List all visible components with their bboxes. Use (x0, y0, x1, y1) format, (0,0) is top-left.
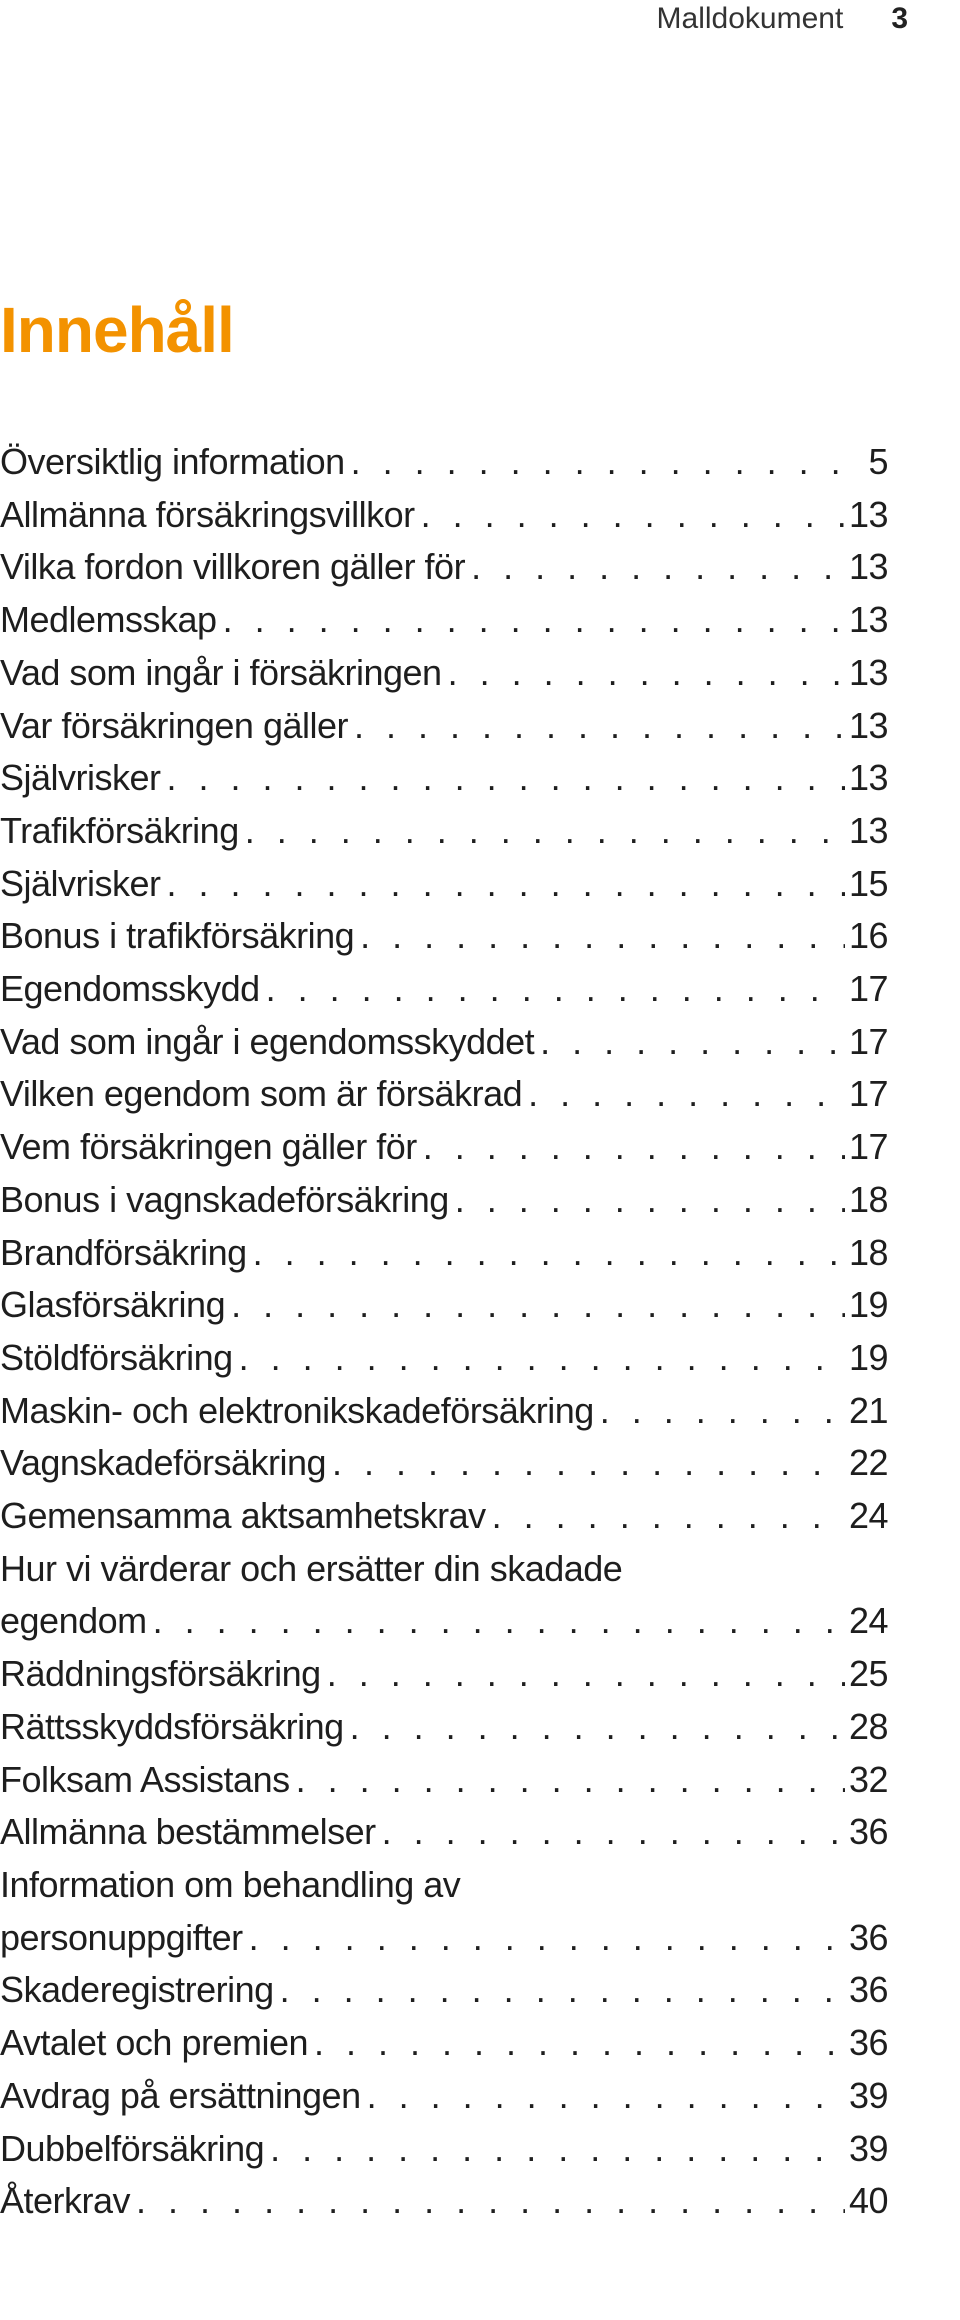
toc-entry-page: 22 (848, 1442, 888, 1484)
toc-entry-title: Skaderegistrering (0, 1969, 274, 2011)
toc-entry[interactable] (0, 700, 888, 753)
toc-entry-page: 21 (848, 1389, 888, 1431)
dot-leader (239, 1332, 845, 1385)
toc-entry-title: Självrisker (0, 862, 161, 904)
toc-entry-page: 39 (848, 2074, 888, 2116)
dot-leader (223, 594, 845, 647)
dot-leader (253, 1227, 845, 1280)
toc-entry-page: 16 (848, 915, 888, 957)
toc-entry-title: Dubbelförsäkring (0, 2127, 265, 2169)
toc-entry[interactable] (0, 2123, 888, 2176)
toc-entry[interactable] (0, 963, 888, 1016)
dot-leader (153, 1595, 845, 1648)
dot-leader (421, 489, 845, 542)
toc-entry-page: 13 (848, 809, 888, 851)
toc-entry[interactable] (0, 752, 888, 805)
toc-entry-title: Folksam Assistans (0, 1758, 290, 1800)
dot-leader (249, 1912, 845, 1965)
toc-entry-title: Var försäkringen gäller (0, 704, 349, 746)
toc-entry-title: Vad som ingår i egendomsskyddet (0, 1020, 535, 1062)
dot-leader (270, 2123, 845, 2176)
toc-entry-page: 17 (848, 968, 888, 1010)
toc-entry[interactable] (0, 1701, 888, 1754)
dot-leader (314, 2017, 845, 2070)
toc-entry-page: 13 (848, 704, 888, 746)
toc-entry[interactable] (0, 1964, 888, 2017)
toc-entry[interactable] (0, 647, 888, 700)
toc-entry-title: Återkrav (0, 2180, 131, 2222)
dot-leader (455, 1174, 845, 1227)
toc-entry-page: 19 (848, 1336, 888, 1378)
dot-leader (382, 1806, 845, 1859)
toc-entry[interactable] (0, 1279, 888, 1332)
dot-leader (528, 1068, 845, 1121)
toc-entry-title: Vem försäkringen gäller för (0, 1126, 417, 1168)
toc-entry-title: Medlemsskap (0, 599, 217, 641)
dot-leader (327, 1648, 845, 1701)
toc-entry-title: Vilka fordon villkoren gäller för (0, 546, 466, 588)
toc-entry[interactable] (0, 1068, 888, 1121)
toc-entry[interactable] (0, 2175, 888, 2228)
toc-entry-page: 18 (848, 1231, 888, 1273)
dot-leader (296, 1754, 845, 1807)
toc-entry[interactable] (0, 1859, 888, 1964)
toc-entry-title: Självrisker (0, 757, 161, 799)
toc-entry-page: 13 (848, 599, 888, 641)
toc-entry-title-line: Hur vi värderar och ersätter din skadade (0, 1547, 623, 1589)
toc-entry[interactable] (0, 1754, 888, 1807)
toc-entry-page: 13 (848, 757, 888, 799)
toc-entry-page: 18 (848, 1178, 888, 1220)
toc-entry-page: 24 (848, 1495, 888, 1537)
dot-leader (167, 752, 845, 805)
dot-leader (448, 647, 845, 700)
toc-entry-page: 36 (848, 1811, 888, 1853)
toc-entry-title: Vilken egendom som är försäkrad (0, 1073, 523, 1115)
page-number: 3 (891, 2, 908, 35)
toc-entry-page: 19 (848, 1284, 888, 1326)
toc-entry-title: Avdrag på ersättningen (0, 2074, 361, 2116)
toc-entry-title: Gemensamma aktsamhetskrav (0, 1495, 486, 1537)
toc-entry-title: Brandförsäkring (0, 1231, 247, 1273)
toc-entry-title: Vad som ingår i försäkringen (0, 651, 442, 693)
dot-leader (245, 805, 845, 858)
toc-entry-title: Räddningsförsäkring (0, 1653, 321, 1695)
document-title: Malldokument (656, 2, 844, 35)
toc-entry-title: Allmänna försäkringsvillkor (0, 493, 415, 535)
toc-entry[interactable] (0, 805, 888, 858)
toc-entry-page: 39 (848, 2127, 888, 2169)
toc-entry-page: 24 (848, 1600, 888, 1642)
toc-entry-page: 28 (848, 1705, 888, 1747)
toc-entry-page: 15 (848, 862, 888, 904)
dot-leader (423, 1121, 845, 1174)
toc-entry-title: Bonus i vagnskadeförsäkring (0, 1178, 449, 1220)
toc-entry-page: 13 (848, 493, 888, 535)
toc-entry[interactable] (0, 436, 888, 489)
toc-entry[interactable] (0, 1121, 888, 1174)
toc-entry[interactable] (0, 2070, 888, 2123)
dot-leader (367, 2070, 845, 2123)
toc-entry-title: Maskin- och elektronikskadeförsäkring (0, 1389, 594, 1431)
toc-entry[interactable] (0, 1490, 888, 1543)
dot-leader (136, 2175, 845, 2228)
toc-entry-page: 13 (848, 546, 888, 588)
toc-entry-title-line: Information om behandling av (0, 1863, 461, 1905)
toc-entry[interactable] (0, 858, 888, 911)
running-header (657, 0, 908, 38)
toc-entry-page: 25 (848, 1653, 888, 1695)
toc-entry-title: Trafikförsäkring (0, 809, 239, 851)
toc-entry-page: 40 (848, 2180, 888, 2222)
toc-entry[interactable] (0, 489, 888, 542)
toc-entry-page: 36 (848, 1916, 888, 1958)
toc-entry-title: Översiktlig information (0, 441, 345, 482)
toc-entry-page: 17 (848, 1126, 888, 1168)
dot-leader (351, 436, 865, 489)
toc-entry-title: Rättsskyddsförsäkring (0, 1705, 344, 1747)
dot-leader (471, 541, 845, 594)
toc-entry[interactable] (0, 1543, 888, 1648)
dot-leader (354, 700, 845, 753)
toc-entry[interactable] (0, 1174, 888, 1227)
toc-entry[interactable] (0, 1227, 888, 1280)
toc-entry[interactable] (0, 1332, 888, 1385)
toc-entry[interactable] (0, 1385, 888, 1438)
toc-heading: Innehåll (0, 294, 234, 366)
toc-entry-title: Vagnskadeförsäkring (0, 1442, 327, 1484)
toc-entry-page: 36 (848, 2022, 888, 2064)
toc-entry-title: Stöldförsäkring (0, 1336, 233, 1378)
toc-entry-title: Allmänna bestämmelser (0, 1811, 376, 1853)
toc-entry[interactable] (0, 1016, 888, 1069)
toc-entry[interactable] (0, 1437, 888, 1490)
dot-leader (266, 963, 845, 1016)
toc-entry-page: 17 (848, 1073, 888, 1115)
dot-leader (231, 1279, 845, 1332)
table-of-contents (0, 436, 888, 2228)
toc-entry-page: 32 (848, 1758, 888, 1800)
toc-entry[interactable] (0, 910, 888, 963)
toc-entry-page: 5 (868, 441, 888, 482)
toc-entry[interactable] (0, 541, 888, 594)
dot-leader (332, 1437, 845, 1490)
dot-leader (492, 1490, 845, 1543)
toc-entry-title: Bonus i trafikförsäkring (0, 915, 355, 957)
dot-leader (280, 1964, 845, 2017)
dot-leader (540, 1016, 845, 1069)
toc-entry[interactable] (0, 2017, 888, 2070)
toc-entry[interactable] (0, 1648, 888, 1701)
toc-entry-page: 36 (848, 1969, 888, 2011)
toc-entry[interactable] (0, 594, 888, 647)
dot-leader (360, 910, 845, 963)
toc-entry-title: egendom (0, 1600, 147, 1642)
toc-entry-title: Egendomsskydd (0, 968, 260, 1010)
toc-entry-page: 13 (848, 651, 888, 693)
dot-leader (350, 1701, 845, 1754)
dot-leader (167, 858, 845, 911)
toc-entry-page: 17 (848, 1020, 888, 1062)
toc-entry[interactable] (0, 1806, 888, 1859)
toc-entry-title: personuppgifter (0, 1916, 243, 1958)
toc-entry-title: Avtalet och premien (0, 2022, 309, 2064)
dot-leader (600, 1385, 845, 1438)
toc-entry-title: Glasförsäkring (0, 1284, 226, 1326)
